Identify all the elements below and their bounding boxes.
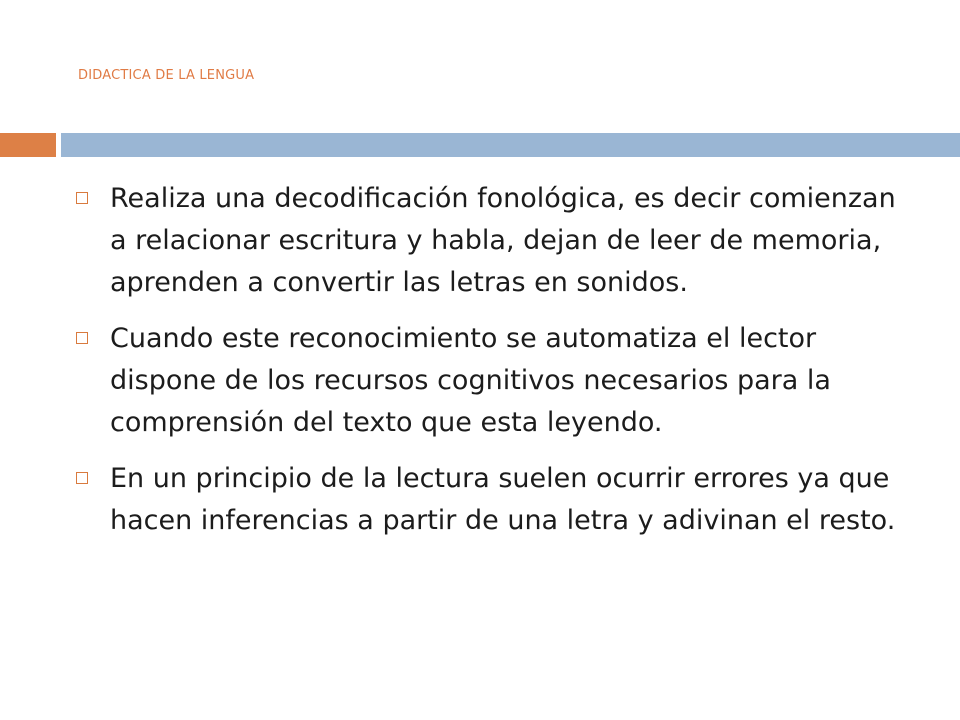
bullet-text: Cuando este reconocimiento se automatiza el lector dispone de los recursos cognitivos necesarios para la comprensión del texto que esta leyendo. <box>110 323 831 438</box>
bullet-item-3 <box>76 458 916 542</box>
header-divider-bar <box>61 133 960 157</box>
bullet-text: Realiza una decodificación fonológica, es decir comienzan a relacionar escritura y habla, dejan de leer de memoria, aprenden a convertir las letras en sonidos. <box>110 183 896 298</box>
bullet-item-2 <box>76 318 916 444</box>
square-bullet-icon <box>76 472 88 484</box>
square-bullet-icon <box>76 192 88 204</box>
bullet-list <box>76 178 916 556</box>
bullet-text: En un principio de la lectura suelen ocurrir errores ya que hacen inferencias a partir de una letra y adivinan el resto. <box>110 463 896 536</box>
bullet-item-1 <box>76 178 916 304</box>
header-accent-bar <box>0 133 56 157</box>
slide-header-title: DIDACTICA DE LA LENGUA <box>78 68 255 83</box>
square-bullet-icon <box>76 332 88 344</box>
